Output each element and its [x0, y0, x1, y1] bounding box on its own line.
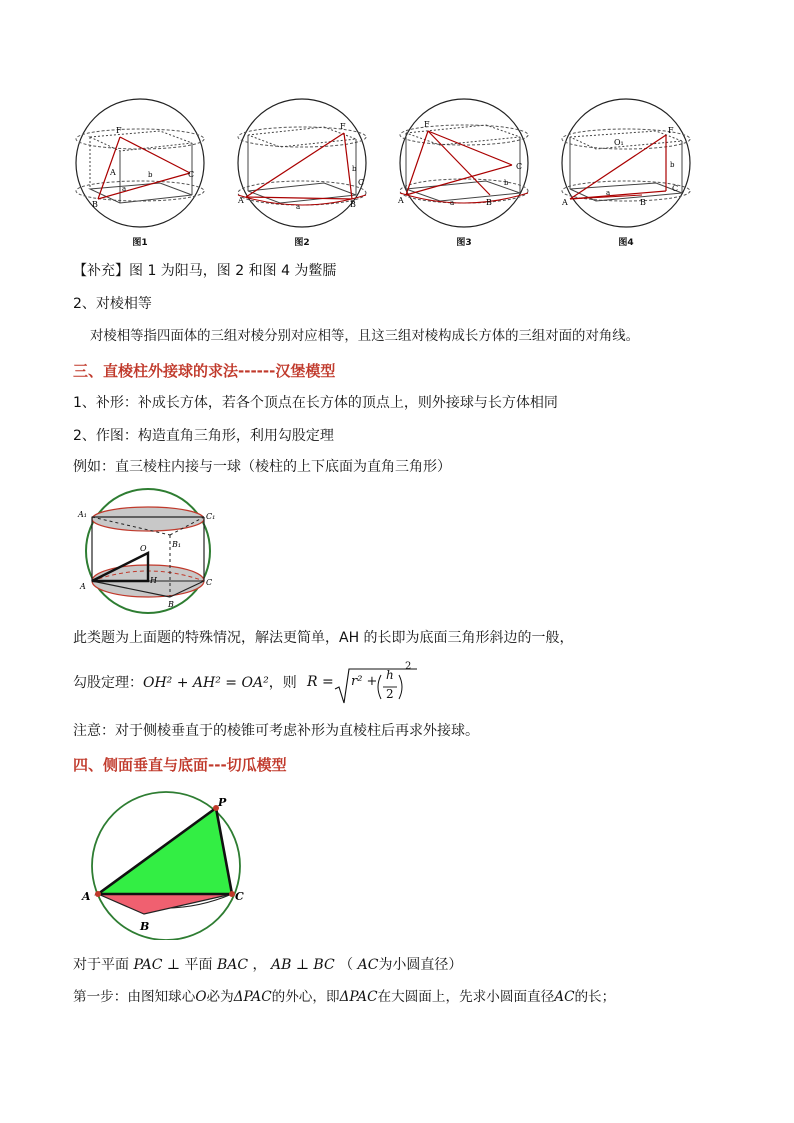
fig4-label-O1: O₁: [614, 138, 624, 147]
line2-part-f: ΔPAC: [339, 989, 378, 1005]
fig1-label-a: a: [122, 185, 127, 193]
note-text: 注意：对于侧棱垂直于的棱锥可考虑补形为直棱柱后再求外接球。: [73, 723, 479, 739]
section3-step2: 2、作图：构造直角三角形，利用勾股定理: [73, 428, 334, 444]
label-C: C: [206, 578, 213, 587]
special-case-text: 此类题为上面题的特殊情况，解法更简单，AH 的长即为底面三角形斜边的一般，: [73, 630, 574, 646]
label-B1: B₁: [172, 540, 182, 549]
line1-part-g: （: [339, 957, 354, 973]
label-C1: C₁: [206, 512, 216, 521]
label-P: P: [218, 796, 227, 809]
line1-part-e: ，: [252, 957, 267, 973]
line1-part-h: AC: [357, 957, 379, 973]
fig3-label-B: B: [486, 198, 492, 207]
sphere-figure-4: [556, 95, 696, 235]
line2-part-h: AC: [554, 989, 575, 1005]
fraction-numerator: h: [386, 668, 394, 682]
pythagoras-line: [73, 673, 297, 703]
label-A-s4: A: [82, 890, 91, 903]
fig2-label-a: a: [296, 203, 301, 211]
fig3-caption: 图3: [456, 238, 472, 248]
label-C-s4: C: [235, 890, 244, 903]
pyramid-in-sphere-figure: [78, 790, 253, 940]
pythagoras-equation: OH² + AH² = OA²: [143, 675, 269, 691]
line1-part-d: BAC: [216, 957, 249, 973]
section3-example: 例如：直三棱柱内接与一球（棱柱的上下底面为直角三角形）: [73, 459, 451, 475]
section3-step1: 1、补形：补成长方体，若各个顶点在长方体的顶点上，则外接球与长方体相同: [73, 395, 558, 411]
label-O: O: [140, 544, 147, 553]
line2-part-c: 必为: [206, 989, 234, 1005]
line1-part-a: 对于平面: [73, 957, 129, 973]
sqrt-inside-r: r² +: [351, 674, 378, 689]
fig1-label-F: F: [116, 126, 122, 135]
fig2-label-b: b: [352, 165, 357, 173]
then-label: ，则: [268, 675, 297, 691]
fig1-label-B: B: [92, 200, 98, 209]
fraction-denominator: 2: [386, 687, 394, 701]
supplement-note: 【补充】图 1 为阳马，图 2 和图 4 为鳖臑: [73, 263, 337, 279]
line1-part-c: 平面: [184, 957, 213, 973]
line2-part-g: 在大圆面上，先求小圆面直径: [377, 989, 555, 1005]
prism-in-sphere-figure: [76, 487, 226, 617]
fig4-caption: 图4: [618, 238, 634, 248]
section4-heading: 四、侧面垂直与底面---切瓜模型: [73, 756, 287, 774]
line1-part-i: 为小圆直径）: [378, 957, 463, 973]
fig2-caption: 图2: [294, 238, 310, 248]
fig3-label-F: F: [424, 120, 430, 129]
figure-row-top: [70, 95, 710, 255]
label-A: A: [80, 582, 86, 591]
fig4-label-a: a: [606, 189, 611, 197]
radius-lhs: R =: [307, 674, 334, 690]
section3-heading: 三、直棱柱外接球的求法------汉堡模型: [73, 362, 336, 380]
fig4-label-B: B: [640, 198, 646, 207]
line2-part-b: O: [195, 989, 207, 1005]
item2-title: 2、对棱相等: [73, 296, 152, 312]
line1-part-f: AB ⊥ BC: [270, 957, 335, 973]
fig2-label-A: A: [238, 196, 244, 205]
item2-body: 对棱相等指四面体的三组对棱分别对应相等，且这三组对棱构成长方体的三组对面的对角线。: [90, 329, 640, 344]
fig1-label-C: C: [188, 170, 195, 179]
line1-part-b: PAC ⊥: [133, 957, 181, 973]
label-B-s4: B: [140, 920, 150, 933]
outer-exponent: 2: [405, 661, 412, 672]
fig4-label-b: b: [670, 161, 675, 169]
fig4-label-C: C: [672, 184, 679, 193]
sphere-figure-1: [70, 95, 210, 235]
fig4-label-F: F: [668, 126, 674, 135]
fig3-label-C: C: [516, 162, 523, 171]
fig2-label-F: F: [340, 122, 346, 131]
line2-part-d: ΔPAC: [233, 989, 272, 1005]
section4-line1: [73, 955, 462, 975]
fig2-label-B: B: [350, 200, 356, 209]
fig3-label-b: b: [504, 179, 509, 187]
sphere-figure-2: [232, 95, 372, 235]
line2-part-i: 的长；: [574, 989, 616, 1005]
section4-line2: [73, 987, 615, 1007]
line2-part-a: 第一步：由图知球心: [73, 989, 196, 1005]
fig1-caption: 图1: [132, 238, 148, 248]
fig1-label-A: A: [110, 168, 116, 177]
pythagoras-label: 勾股定理：: [73, 675, 143, 691]
fig4-label-A: A: [562, 198, 568, 207]
label-H: H: [150, 576, 157, 585]
sphere-figure-3: [394, 95, 534, 235]
radius-formula: [307, 663, 417, 707]
fig1-label-b: b: [148, 171, 153, 179]
line2-part-e: 的外心，即: [271, 989, 340, 1005]
label-A1: A₁: [78, 510, 87, 519]
fig2-label-C: C: [358, 178, 365, 187]
fig3-label-A: A: [398, 196, 404, 205]
label-B: B: [168, 600, 174, 609]
fig3-label-a: a: [450, 199, 455, 207]
